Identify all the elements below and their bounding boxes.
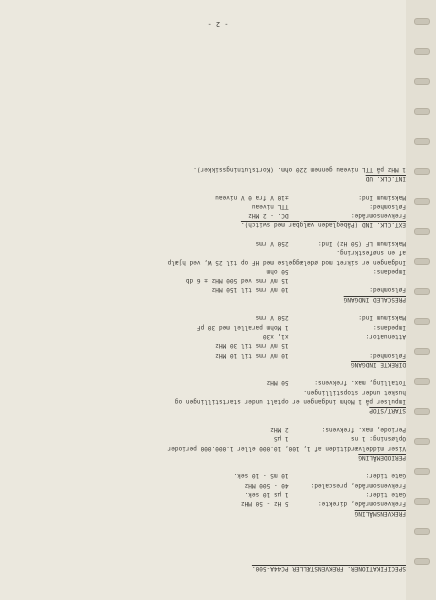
spec-section <box>76 462 406 518</box>
spec-line: Frekvensområde: DC. - 2 MHz <box>248 212 406 220</box>
spec-line: husket under stopstillingen. <box>303 388 406 396</box>
spec-line: Maksimum Ind: ±10 V fra 0 V niveau <box>215 193 406 201</box>
spec-line: Gate tider: 1 µs 10 sek. <box>244 491 406 499</box>
spec-line: 1 MHz på TTL niveau gennem 220 ohm. (Kortslutningssikker). <box>193 165 406 173</box>
spec-line: Impedans: 1 Mohm parallel med 30 pF <box>196 323 406 331</box>
section-heading: INT.CLK. UD <box>365 174 406 182</box>
spec-line: Periode, max. frekvens: 2 MHz <box>270 425 406 433</box>
section-heading: PRESCALED INDGANG <box>343 295 406 303</box>
sections-container <box>76 155 406 518</box>
spec-section <box>76 304 406 369</box>
document-text <box>76 136 406 592</box>
section-heading: START/STOP <box>369 407 406 415</box>
section-heading: PERIODEMÅLING <box>358 453 406 461</box>
spec-line: Indgangen er sikret mod ødelæggelse med HF op til 25 W, ved hjælp <box>167 258 406 266</box>
spec-section <box>76 155 406 183</box>
spec-line: Maksimum LF (50 Hz) Ind: 250 V rms <box>255 240 406 248</box>
spec-line: Impedans: 50 ohm <box>266 267 406 275</box>
spec-line: Frekvensområde, prescaled: 40 - 500 MHz <box>244 481 406 489</box>
spec-line: Følsomhed: TTL niveau <box>251 202 406 210</box>
section-heading: DIREKTE INDGANG <box>350 360 406 368</box>
spec-section <box>76 369 406 415</box>
spec-line: af en snøfestkring. <box>336 249 406 257</box>
spec-line: Gate tider: 10 mS - 10 sek. <box>233 472 406 480</box>
spec-line: Frekvensområde, direkte: 5 Hz - 50 MHz <box>240 500 406 508</box>
spec-line: Opløsning: 1 ns 1 µS <box>273 435 406 443</box>
spec-line: Følsomhed: 10 mV rms til 150 MHz <box>211 286 406 294</box>
section-heading: FREKVENSMÅLING <box>354 509 406 517</box>
spec-line: Viser middelværditiden af 1, 100, 10.000 eller 1.000.000 perioder <box>167 444 406 452</box>
spec-line: Totalling, max. frekvens: 50 MHz <box>266 379 406 387</box>
spec-section <box>76 415 406 461</box>
page-number: - 2 - <box>207 20 229 28</box>
spec-line: Impulser på 1 Mohm indgangen er optalt under startstillingen og <box>174 398 406 406</box>
spec-line: 15 mV rms ved 500 MHz ± 6 db <box>185 277 406 285</box>
section-heading: EXT.CLK. IND (Påbegladen vælgbar med switch). <box>240 221 406 229</box>
spec-line: Attenuator: x1, x30 <box>262 332 406 340</box>
spec-line: 15 mV rms til 30 MHz <box>215 342 406 350</box>
spec-line: Maksimum Ind: 250 V rms <box>255 314 406 322</box>
spec-section <box>76 183 406 229</box>
spec-line: Følsomhed: 10 mV rms til 10 MHz <box>215 351 406 359</box>
document-title: SPECIFIKATIONER. FREKVENSTÆLLER PC44A-500. <box>251 565 406 573</box>
spec-section <box>76 229 406 303</box>
